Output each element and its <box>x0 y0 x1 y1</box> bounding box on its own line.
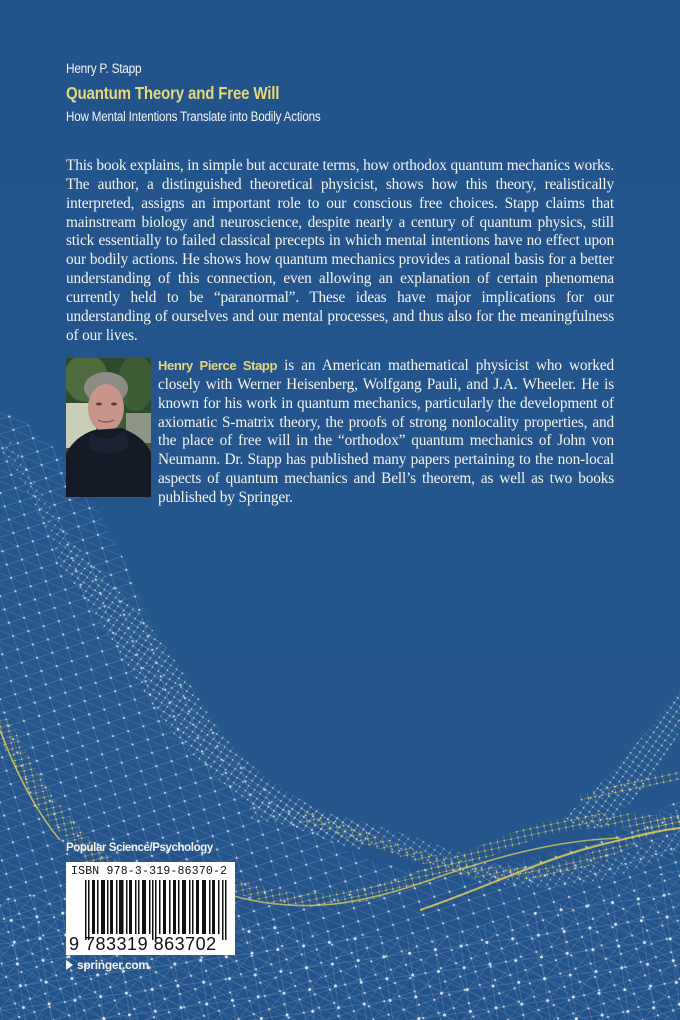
author-photo <box>66 358 151 497</box>
author-bio-text: is an American mathematical physicist who worked closely with Werner Heisenberg, Wolfgang Pauli, and J.A. Wheeler. He is known for his work in quantum mechanics, particularly the development of axiomatic S-matrix theory, the proofs of strong nonlocality properties, and the place of free will in the “orthodox” quantum mechanics of John von Neumann. Dr. Stapp has published many papers pertaining to the non-local aspects of quantum mechanics and Bell’s theorem, as well as two books published by Springer. <box>158 357 615 506</box>
ean-digits: 9 783319 863702 <box>69 934 217 954</box>
book-subtitle: How Mental Intentions Translate into Bodily Actions <box>66 109 321 124</box>
author-biography <box>158 357 614 508</box>
cover-header <box>66 60 362 126</box>
publisher-website-link[interactable] <box>66 958 149 972</box>
isbn-barcode <box>66 862 235 955</box>
author-full-name: Henry Pierce Stapp <box>158 358 278 373</box>
publisher-website-text: springer.com <box>77 958 149 972</box>
barcode-bars <box>85 880 229 940</box>
subject-category: Popular Science/Psychology <box>66 842 213 854</box>
isbn-label: ISBN 978-3-319-86370-2 <box>71 865 228 878</box>
triangle-right-icon <box>66 960 73 970</box>
author-name: Henry P. Stapp <box>66 61 142 76</box>
book-description: This book explains, in simple but accurate terms, how orthodox quantum mechanics works. The author, a distinguished theoretical physicist, shows how this theory, realistically interpreted, assigns an important role to our conscious free choices. Stapp claims that mainstream biology and neuroscience, despite nearly a century of quantum physics, still stick essentially to failed classical precepts in which mental intentions have no effect upon our bodily actions. He shows how quantum mechanics provides a rational basis for a better understanding of this connection, even allowing an explanation of certain phenomena currently held to be “paranormal”. These ideas have major implications for our understanding of ourselves and our mental processes, and thus also for the meaningfulness of our lives. <box>66 157 614 344</box>
book-title: Quantum Theory and Free Will <box>66 83 280 103</box>
